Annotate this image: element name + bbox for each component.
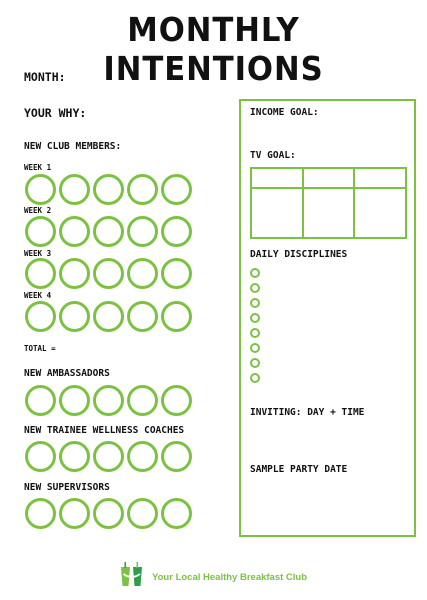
tally-circle[interactable] xyxy=(127,258,158,289)
footer-brand xyxy=(118,561,307,593)
bullet-circle-icon[interactable] xyxy=(250,373,260,383)
tally-circle[interactable] xyxy=(25,441,56,472)
tally-circle[interactable] xyxy=(93,216,124,247)
new-supervisors-label: NEW SUPERVISORS xyxy=(24,482,110,493)
tv-grid-cell[interactable] xyxy=(354,188,406,238)
week-2-circles xyxy=(25,216,192,247)
bullet-circle-icon[interactable] xyxy=(250,343,260,353)
tally-circle[interactable] xyxy=(161,385,192,416)
tally-circle[interactable] xyxy=(59,301,90,332)
tally-circle[interactable] xyxy=(93,258,124,289)
tally-circle[interactable] xyxy=(127,301,158,332)
tv-grid-cell[interactable] xyxy=(303,188,355,238)
week-1-circles xyxy=(25,174,192,205)
month-label: MONTH: xyxy=(24,70,66,84)
tally-circle[interactable] xyxy=(25,301,56,332)
tally-circle[interactable] xyxy=(161,441,192,472)
tally-circle[interactable] xyxy=(25,385,56,416)
tv-grid-cell[interactable] xyxy=(354,168,406,188)
smoothie-cups-icon xyxy=(118,561,146,593)
tally-circle[interactable] xyxy=(161,498,192,529)
tally-circle[interactable] xyxy=(59,216,90,247)
bullet-circle-icon[interactable] xyxy=(250,313,260,323)
ambassadors-circles xyxy=(25,385,192,416)
total-label: TOTAL = xyxy=(24,344,56,353)
tally-circle[interactable] xyxy=(127,174,158,205)
footer-brand-text: Your Local Healthy Breakfast Club xyxy=(152,571,308,583)
daily-disciplines-label: DAILY DISCIPLINES xyxy=(250,249,348,260)
tally-circle[interactable] xyxy=(59,441,90,472)
tally-circle[interactable] xyxy=(93,174,124,205)
daily-disciplines-list xyxy=(250,268,260,388)
week-4-label: WEEK 4 xyxy=(24,291,52,300)
bullet-circle-icon[interactable] xyxy=(250,283,260,293)
tally-circle[interactable] xyxy=(161,174,192,205)
your-why-label: YOUR WHY: xyxy=(24,106,87,120)
tv-grid-cell[interactable] xyxy=(251,188,303,238)
week-3-circles xyxy=(25,258,192,289)
tally-circle[interactable] xyxy=(59,174,90,205)
tally-circle[interactable] xyxy=(25,498,56,529)
tv-goal-label: TV GOAL: xyxy=(250,150,296,161)
tally-circle[interactable] xyxy=(127,216,158,247)
tally-circle[interactable] xyxy=(93,301,124,332)
tally-circle[interactable] xyxy=(127,498,158,529)
week-2-label: WEEK 2 xyxy=(24,206,52,215)
tally-circle[interactable] xyxy=(59,498,90,529)
inviting-label: INVITING: DAY + TIME xyxy=(250,407,365,418)
tally-circle[interactable] xyxy=(127,385,158,416)
bullet-circle-icon[interactable] xyxy=(250,268,260,278)
new-ambassadors-label: NEW AMBASSADORS xyxy=(24,368,110,379)
week-3-label: WEEK 3 xyxy=(24,249,52,258)
bullet-circle-icon[interactable] xyxy=(250,298,260,308)
week-4-circles xyxy=(25,301,192,332)
new-trainee-wellness-coaches-label: NEW TRAINEE WELLNESS COACHES xyxy=(24,425,185,436)
tally-circle[interactable] xyxy=(93,441,124,472)
tally-circle[interactable] xyxy=(161,301,192,332)
tally-circle[interactable] xyxy=(93,385,124,416)
tv-grid-cell[interactable] xyxy=(303,168,355,188)
trainee-coaches-circles xyxy=(25,441,192,472)
tally-circle[interactable] xyxy=(59,385,90,416)
tally-circle[interactable] xyxy=(93,498,124,529)
tally-circle[interactable] xyxy=(25,174,56,205)
tally-circle[interactable] xyxy=(25,258,56,289)
tally-circle[interactable] xyxy=(59,258,90,289)
supervisors-circles xyxy=(25,498,192,529)
tally-circle[interactable] xyxy=(161,258,192,289)
bullet-circle-icon[interactable] xyxy=(250,328,260,338)
tally-circle[interactable] xyxy=(161,216,192,247)
page-title: MONTHLY INTENTIONS xyxy=(103,10,324,88)
week-1-label: WEEK 1 xyxy=(24,163,52,172)
new-club-members-label: NEW CLUB MEMBERS: xyxy=(24,141,122,152)
tv-grid-cell[interactable] xyxy=(251,168,303,188)
tally-circle[interactable] xyxy=(127,441,158,472)
bullet-circle-icon[interactable] xyxy=(250,358,260,368)
sample-party-date-label: SAMPLE PARTY DATE xyxy=(250,464,348,475)
tally-circle[interactable] xyxy=(25,216,56,247)
income-goal-label: INCOME GOAL: xyxy=(250,107,319,118)
tv-goal-grid xyxy=(250,167,407,239)
